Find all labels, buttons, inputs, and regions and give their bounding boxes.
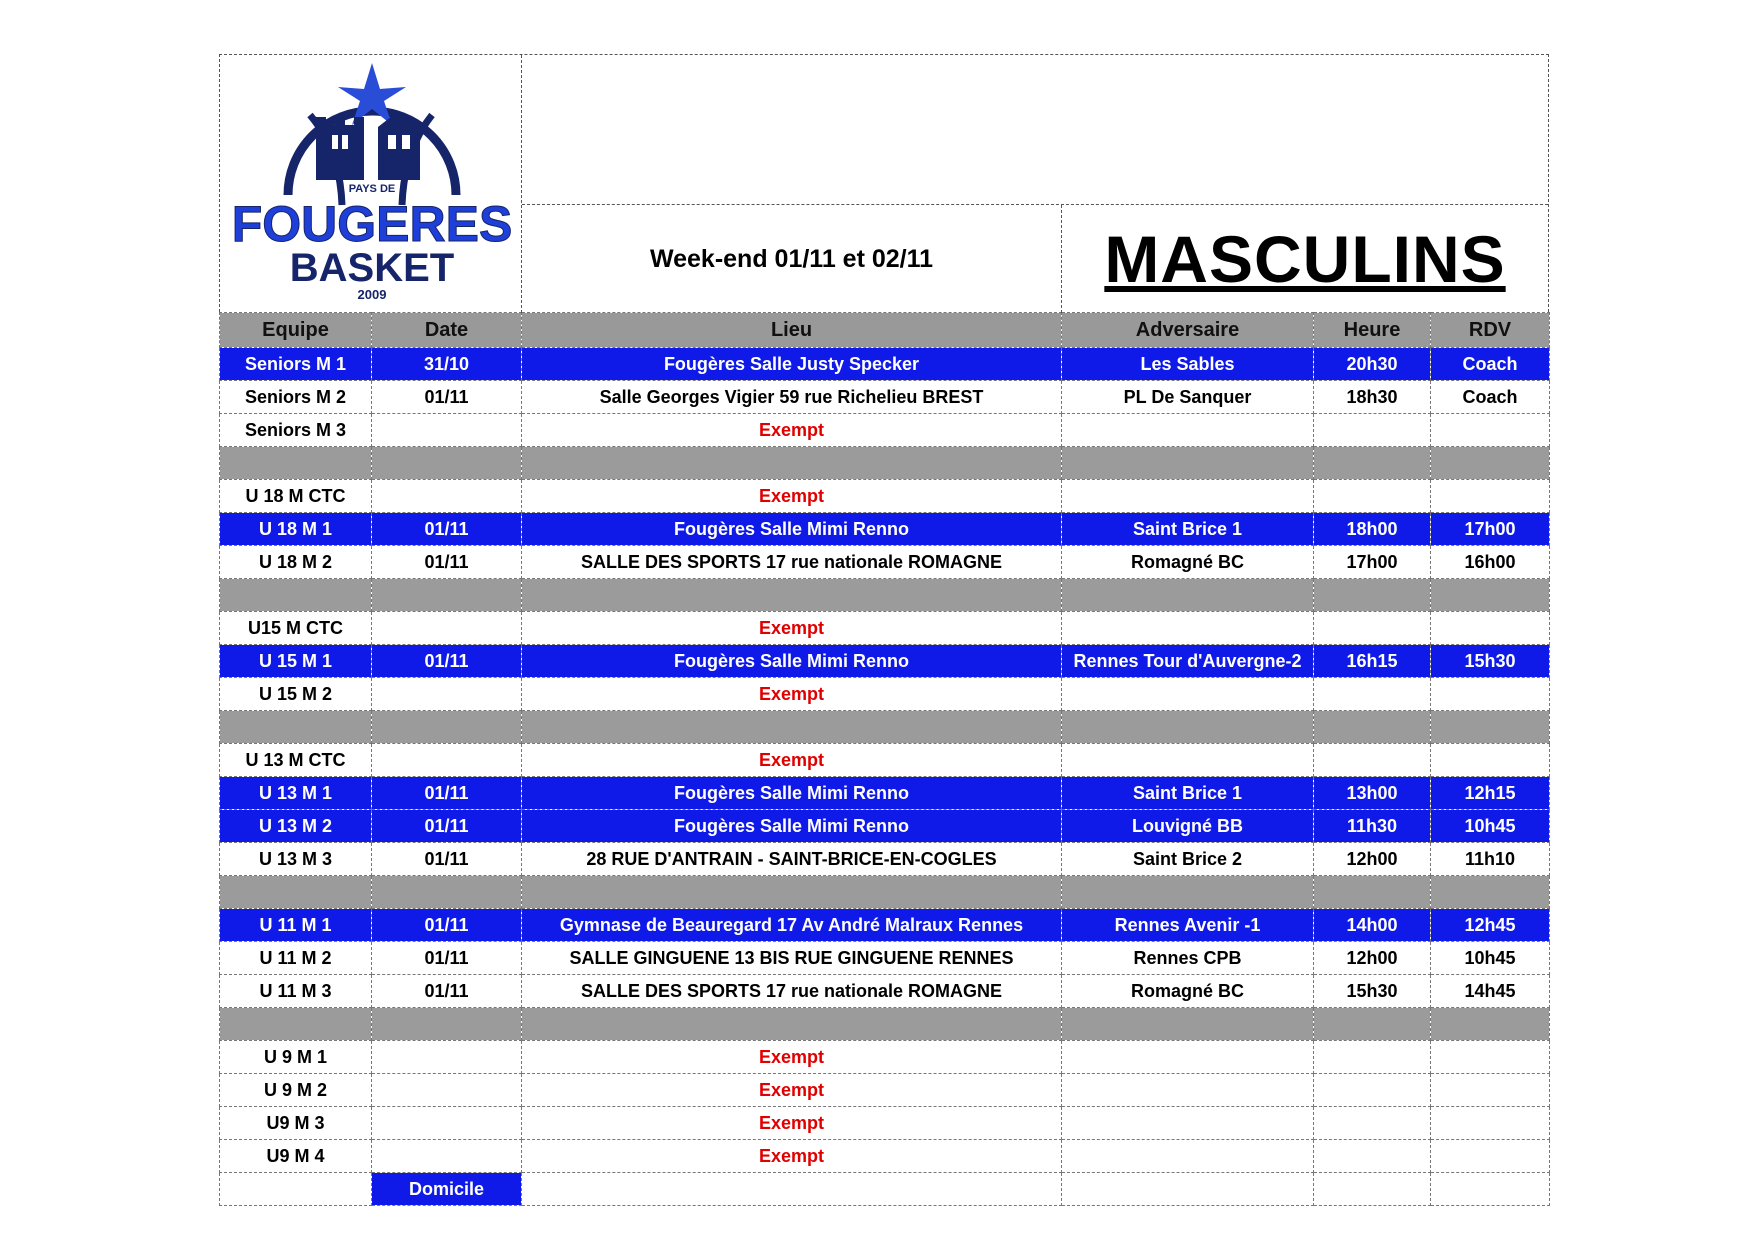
- lieu-cell: Fougères Salle Mimi Renno: [522, 777, 1062, 810]
- separator-cell: [1314, 447, 1431, 480]
- heure-cell: [1314, 678, 1431, 711]
- lieu-cell: Fougères Salle Mimi Renno: [522, 513, 1062, 546]
- schedule-sheet: [219, 54, 1549, 1206]
- team-cell: U 18 M 2: [220, 546, 372, 579]
- heure-cell: 16h15: [1314, 645, 1431, 678]
- adversaire-cell: [1062, 414, 1314, 447]
- page-title: MASCULINS: [1104, 222, 1506, 296]
- schedule-row: [220, 1140, 1550, 1173]
- heure-cell: 18h30: [1314, 381, 1431, 414]
- logo-year: 2009: [357, 287, 387, 302]
- adversaire-cell: Les Sables: [1062, 348, 1314, 381]
- logo-line1: PAYS DE: [348, 183, 396, 195]
- adversaire-cell: Rennes Avenir -1: [1062, 909, 1314, 942]
- team-cell: U 18 M 1: [220, 513, 372, 546]
- lieu-cell: Exempt: [522, 1140, 1062, 1173]
- rdv-cell: 12h15: [1431, 777, 1550, 810]
- schedule-row: [220, 348, 1550, 381]
- lieu-cell: Fougères Salle Justy Specker: [522, 348, 1062, 381]
- column-header-date: Date: [372, 313, 522, 348]
- separator-cell: [220, 579, 372, 612]
- separator-cell: [1314, 1008, 1431, 1041]
- rdv-cell: 17h00: [1431, 513, 1550, 546]
- adversaire-cell: Saint Brice 2: [1062, 843, 1314, 876]
- rdv-cell: [1431, 744, 1550, 777]
- adversaire-cell: [1062, 1041, 1314, 1074]
- separator-cell: [1314, 711, 1431, 744]
- date-cell: 01/11: [372, 810, 522, 843]
- date-cell: 01/11: [372, 777, 522, 810]
- rdv-cell: [1431, 1041, 1550, 1074]
- lieu-cell: Exempt: [522, 1107, 1062, 1140]
- lieu-cell: SALLE GINGUENE 13 BIS RUE GINGUENE RENNES: [522, 942, 1062, 975]
- column-header-row: [220, 313, 1550, 348]
- heure-cell: 12h00: [1314, 843, 1431, 876]
- lieu-cell: SALLE DES SPORTS 17 rue nationale ROMAGNE: [522, 975, 1062, 1008]
- team-cell: Seniors M 3: [220, 414, 372, 447]
- rdv-cell: [1431, 1140, 1550, 1173]
- lieu-cell: Exempt: [522, 414, 1062, 447]
- date-cell: [372, 744, 522, 777]
- date-cell: [372, 414, 522, 447]
- rdv-cell: 12h45: [1431, 909, 1550, 942]
- schedule-table: [219, 312, 1550, 1206]
- separator-cell: [1431, 447, 1550, 480]
- team-cell: U 11 M 3: [220, 975, 372, 1008]
- separator-cell: [1314, 579, 1431, 612]
- date-cell: [372, 612, 522, 645]
- separator-cell: [1062, 579, 1314, 612]
- schedule-header: [219, 54, 1549, 312]
- legend-empty-cell: [220, 1173, 372, 1206]
- heure-cell: [1314, 1140, 1431, 1173]
- adversaire-cell: Rennes Tour d'Auvergne-2: [1062, 645, 1314, 678]
- rdv-cell: [1431, 678, 1550, 711]
- column-header-heure: Heure: [1314, 313, 1431, 348]
- rdv-cell: Coach: [1431, 348, 1550, 381]
- rdv-cell: 11h10: [1431, 843, 1550, 876]
- team-cell: U 13 M 2: [220, 810, 372, 843]
- schedule-row: [220, 777, 1550, 810]
- date-cell: 31/10: [372, 348, 522, 381]
- heure-cell: [1314, 414, 1431, 447]
- schedule-row: [220, 546, 1550, 579]
- separator-cell: [522, 579, 1062, 612]
- lieu-cell: Exempt: [522, 480, 1062, 513]
- date-cell: [372, 1107, 522, 1140]
- adversaire-cell: Romagné BC: [1062, 975, 1314, 1008]
- schedule-row: [220, 975, 1550, 1008]
- separator-cell: [372, 711, 522, 744]
- separator-cell: [522, 876, 1062, 909]
- rdv-cell: 16h00: [1431, 546, 1550, 579]
- schedule-row: [220, 678, 1550, 711]
- team-cell: U 13 M CTC: [220, 744, 372, 777]
- heure-cell: [1314, 480, 1431, 513]
- schedule-row: [220, 513, 1550, 546]
- lieu-cell: SALLE DES SPORTS 17 rue nationale ROMAGNE: [522, 546, 1062, 579]
- team-cell: U 11 M 2: [220, 942, 372, 975]
- column-header-rdv: RDV: [1431, 313, 1550, 348]
- date-cell: 01/11: [372, 975, 522, 1008]
- heure-cell: 12h00: [1314, 942, 1431, 975]
- club-logo-cell: [220, 55, 522, 313]
- adversaire-cell: Louvigné BB: [1062, 810, 1314, 843]
- rdv-cell: 14h45: [1431, 975, 1550, 1008]
- heure-cell: 14h00: [1314, 909, 1431, 942]
- adversaire-cell: Romagné BC: [1062, 546, 1314, 579]
- week-label: Week-end 01/11 et 02/11: [522, 205, 1062, 313]
- column-header-equipe: Equipe: [220, 313, 372, 348]
- separator-cell: [220, 1008, 372, 1041]
- lieu-cell: Salle Georges Vigier 59 rue Richelieu BREST: [522, 381, 1062, 414]
- separator-cell: [1431, 876, 1550, 909]
- column-header-lieu: Lieu: [522, 313, 1062, 348]
- date-cell: 01/11: [372, 942, 522, 975]
- rdv-cell: [1431, 414, 1550, 447]
- adversaire-cell: [1062, 744, 1314, 777]
- heure-cell: 18h00: [1314, 513, 1431, 546]
- schedule-row: [220, 645, 1550, 678]
- schedule-row: [220, 1074, 1550, 1107]
- adversaire-cell: Saint Brice 1: [1062, 777, 1314, 810]
- separator-cell: [220, 711, 372, 744]
- separator-cell: [1062, 711, 1314, 744]
- column-header-adversaire: Adversaire: [1062, 313, 1314, 348]
- schedule-row: [220, 612, 1550, 645]
- schedule-row: [220, 1107, 1550, 1140]
- heure-cell: 20h30: [1314, 348, 1431, 381]
- rdv-cell: [1431, 480, 1550, 513]
- separator-cell: [1062, 1008, 1314, 1041]
- adversaire-cell: [1062, 1140, 1314, 1173]
- legend-empty-cell: [1314, 1173, 1431, 1206]
- separator-row: [220, 447, 1550, 480]
- separator-cell: [220, 447, 372, 480]
- date-cell: 01/11: [372, 645, 522, 678]
- rdv-cell: Coach: [1431, 381, 1550, 414]
- schedule-row: [220, 480, 1550, 513]
- adversaire-cell: [1062, 612, 1314, 645]
- heure-cell: 11h30: [1314, 810, 1431, 843]
- lieu-cell: Gymnase de Beauregard 17 Av André Malraux Rennes: [522, 909, 1062, 942]
- lieu-cell: Fougères Salle Mimi Renno: [522, 810, 1062, 843]
- rdv-cell: 10h45: [1431, 942, 1550, 975]
- team-cell: U 13 M 3: [220, 843, 372, 876]
- team-cell: U 18 M CTC: [220, 480, 372, 513]
- lieu-cell: Exempt: [522, 1074, 1062, 1107]
- rdv-cell: [1431, 1107, 1550, 1140]
- separator-cell: [372, 1008, 522, 1041]
- schedule-row: [220, 414, 1550, 447]
- adversaire-cell: PL De Sanquer: [1062, 381, 1314, 414]
- separator-cell: [372, 447, 522, 480]
- team-cell: U15 M CTC: [220, 612, 372, 645]
- date-cell: 01/11: [372, 513, 522, 546]
- schedule-row: [220, 810, 1550, 843]
- rdv-cell: [1431, 1074, 1550, 1107]
- team-cell: Seniors M 1: [220, 348, 372, 381]
- separator-row: [220, 1008, 1550, 1041]
- adversaire-cell: Rennes CPB: [1062, 942, 1314, 975]
- schedule-row: [220, 909, 1550, 942]
- schedule-row: [220, 843, 1550, 876]
- lieu-cell: Fougères Salle Mimi Renno: [522, 645, 1062, 678]
- adversaire-cell: Saint Brice 1: [1062, 513, 1314, 546]
- adversaire-cell: [1062, 480, 1314, 513]
- date-cell: 01/11: [372, 381, 522, 414]
- lieu-cell: Exempt: [522, 744, 1062, 777]
- adversaire-cell: [1062, 678, 1314, 711]
- heure-cell: [1314, 1041, 1431, 1074]
- team-cell: U 15 M 1: [220, 645, 372, 678]
- separator-row: [220, 579, 1550, 612]
- date-cell: [372, 1041, 522, 1074]
- schedule-row: [220, 744, 1550, 777]
- date-cell: [372, 1074, 522, 1107]
- heure-cell: [1314, 744, 1431, 777]
- heure-cell: 15h30: [1314, 975, 1431, 1008]
- separator-row: [220, 876, 1550, 909]
- separator-cell: [1431, 579, 1550, 612]
- team-cell: U 9 M 1: [220, 1041, 372, 1074]
- logo-line2: FOUGERES: [231, 196, 513, 252]
- schedule-row: [220, 381, 1550, 414]
- separator-cell: [1431, 1008, 1550, 1041]
- legend-empty-cell: [1062, 1173, 1314, 1206]
- lieu-cell: 28 RUE D'ANTRAIN - SAINT-BRICE-EN-COGLES: [522, 843, 1062, 876]
- team-cell: U 9 M 2: [220, 1074, 372, 1107]
- team-cell: U 13 M 1: [220, 777, 372, 810]
- heure-cell: [1314, 612, 1431, 645]
- team-cell: U9 M 3: [220, 1107, 372, 1140]
- separator-cell: [522, 1008, 1062, 1041]
- team-cell: U9 M 4: [220, 1140, 372, 1173]
- rdv-cell: 10h45: [1431, 810, 1550, 843]
- separator-cell: [1062, 447, 1314, 480]
- lieu-cell: Exempt: [522, 678, 1062, 711]
- team-cell: Seniors M 2: [220, 381, 372, 414]
- date-cell: 01/11: [372, 843, 522, 876]
- lieu-cell: Exempt: [522, 612, 1062, 645]
- date-cell: 01/11: [372, 546, 522, 579]
- separator-cell: [522, 447, 1062, 480]
- separator-row: [220, 711, 1550, 744]
- date-cell: 01/11: [372, 909, 522, 942]
- heure-cell: 17h00: [1314, 546, 1431, 579]
- legend-empty-cell: [522, 1173, 1062, 1206]
- date-cell: [372, 1140, 522, 1173]
- adversaire-cell: [1062, 1107, 1314, 1140]
- separator-cell: [372, 579, 522, 612]
- team-cell: U 11 M 1: [220, 909, 372, 942]
- separator-cell: [1062, 876, 1314, 909]
- separator-cell: [522, 711, 1062, 744]
- logo-line3: BASKET: [289, 246, 455, 290]
- heure-cell: [1314, 1074, 1431, 1107]
- separator-cell: [220, 876, 372, 909]
- club-logo: [220, 55, 522, 313]
- separator-cell: [1314, 876, 1431, 909]
- empty-header-cell: [522, 55, 1548, 205]
- schedule-row: [220, 1041, 1550, 1074]
- legend-home: Domicile: [372, 1173, 522, 1206]
- rdv-cell: [1431, 612, 1550, 645]
- legend-empty-cell: [1431, 1173, 1550, 1206]
- date-cell: [372, 678, 522, 711]
- team-cell: U 15 M 2: [220, 678, 372, 711]
- lieu-cell: Exempt: [522, 1041, 1062, 1074]
- rdv-cell: 15h30: [1431, 645, 1550, 678]
- separator-cell: [372, 876, 522, 909]
- heure-cell: [1314, 1107, 1431, 1140]
- legend-row: [220, 1173, 1550, 1206]
- date-cell: [372, 480, 522, 513]
- separator-cell: [1431, 711, 1550, 744]
- adversaire-cell: [1062, 1074, 1314, 1107]
- schedule-row: [220, 942, 1550, 975]
- heure-cell: 13h00: [1314, 777, 1431, 810]
